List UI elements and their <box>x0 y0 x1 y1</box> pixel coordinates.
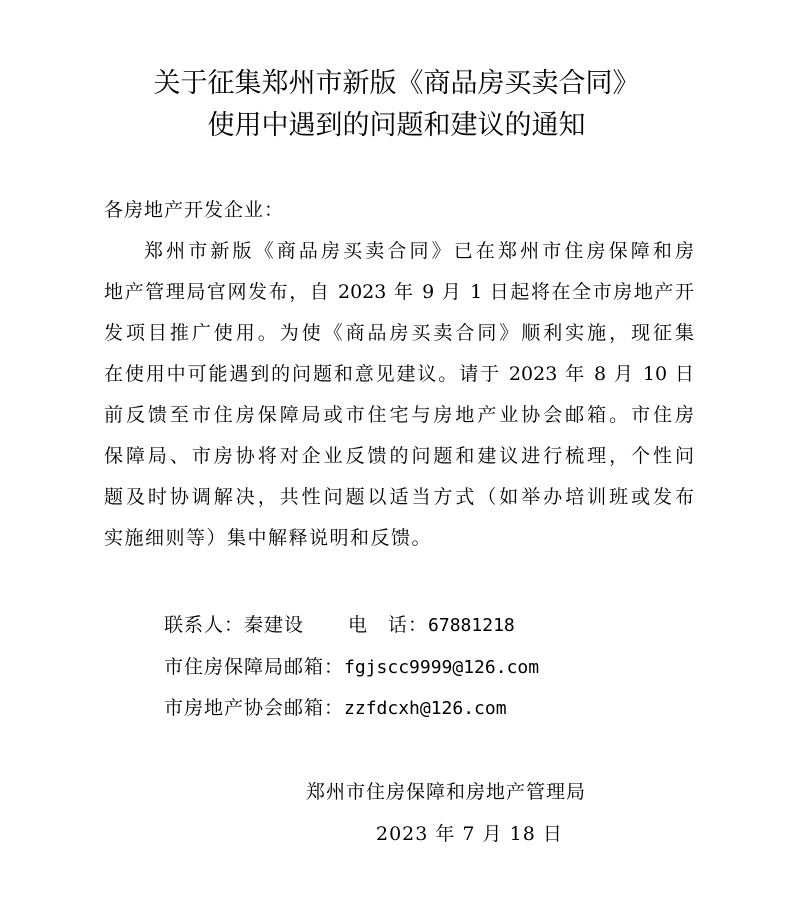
body-line-7: 题及时协调解决，共性问题以适当方式（如举办培训班或发布 <box>104 486 694 508</box>
housing-bureau-email-line <box>164 649 539 686</box>
realestate-email-label: 市房地产协会邮箱： <box>164 697 345 719</box>
salutation: 各房地产开发企业： <box>104 199 285 221</box>
contact-person-name: 秦建设 <box>244 614 305 636</box>
realestate-email-address[interactable]: zzfdcxh@126.com <box>344 698 507 719</box>
body-line-5: 前反馈至市住房保障局或市住宅与房地产业协会邮箱。市住房 <box>104 404 694 426</box>
contact-phone-label: 电 话： <box>348 614 429 636</box>
body-line-2: 地产管理局官网发布，自 2023 年 9 月 1 日起将在全市房地产开 <box>104 281 694 303</box>
realestate-association-email-line <box>164 690 507 727</box>
body-line-3: 发项目推广使用。为使《商品房买卖合同》顺利实施，现征集 <box>104 322 694 344</box>
issue-date: 2023 年 7 月 18 日 <box>376 823 563 845</box>
contact-line <box>164 607 515 644</box>
housing-email-address[interactable]: fgjscc9999@126.com <box>344 657 540 678</box>
body-line-4: 在使用中可能遇到的问题和意见建议。请于 2023 年 8 月 10 日 <box>104 363 694 385</box>
body-line-1: 郑州市新版《商品房买卖合同》已在郑州市住房保障和房 <box>144 240 694 262</box>
body-line-8: 实施细则等）集中解释说明和反馈。 <box>104 527 433 549</box>
issuing-organization: 郑州市住房保障和房地产管理局 <box>306 781 587 803</box>
housing-email-label: 市住房保障局邮箱： <box>164 656 345 678</box>
body-line-6: 保障局、市房协将对企业反馈的问题和建议进行梳理，个性问 <box>104 445 694 467</box>
notice-title-line-1: 关于征集郑州市新版《商品房买卖合同》 <box>153 68 640 99</box>
contact-person-label: 联系人： <box>164 614 245 636</box>
notice-title-line-2: 使用中遇到的问题和建议的通知 <box>207 110 586 141</box>
contact-phone-number: 67881218 <box>428 615 515 636</box>
